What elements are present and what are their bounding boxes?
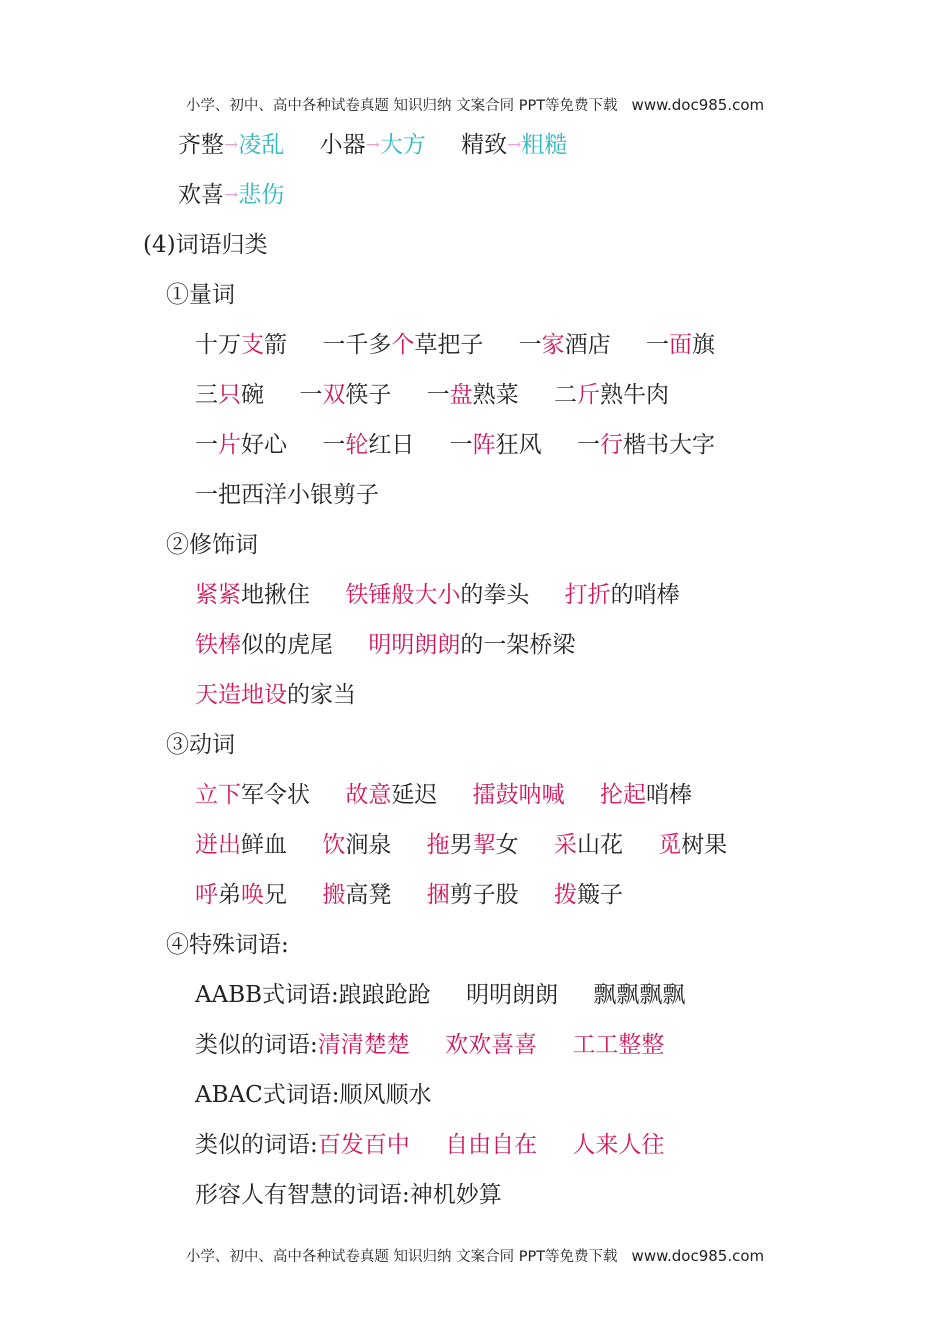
wisdom-row [195, 1180, 502, 1210]
abac-similar-row [195, 1130, 664, 1160]
text-span: 树果 [681, 832, 728, 858]
text-span: 弟 [218, 882, 241, 908]
highlighted-text: 盘 [449, 382, 473, 408]
text-span: 的哨棒 [610, 582, 680, 608]
text-span: 涧泉 [345, 832, 392, 858]
footer-url[interactable]: www.doc985.com [631, 1247, 765, 1265]
highlighted-text: 片 [218, 432, 241, 458]
antonym-word: 齐整 [178, 132, 224, 158]
text-span: ABAC式词语: [195, 1082, 340, 1108]
highlighted-text: 铁锤般大小 [345, 582, 461, 608]
subsection-heading-quantifiers: ①量词 [166, 282, 235, 308]
highlighted-text: 工工整整 [572, 1032, 665, 1058]
text-span: 一 [195, 432, 218, 458]
text-span: 箭 [264, 332, 287, 358]
verb-row-1 [195, 780, 692, 810]
arrow-icon: → [224, 185, 239, 205]
text-span: 明明朗朗 [466, 982, 559, 1008]
quantifier-row-4 [195, 480, 379, 510]
arrow-icon: → [365, 135, 380, 155]
text-span: 似的虎尾 [241, 632, 333, 658]
page-footer [0, 1245, 950, 1266]
highlighted-text: 只 [218, 382, 241, 408]
footer-text: 小学、初中、高中各种试卷真题 知识归纳 文案合同 PPT等免费下载 [185, 1249, 618, 1265]
text-span: 红日 [368, 432, 415, 458]
text-span: 旗 [691, 332, 715, 358]
arrow-icon: → [507, 135, 522, 155]
highlighted-text: 采 [553, 832, 577, 858]
highlighted-text: 搬 [322, 882, 346, 908]
highlighted-text: 清清楚楚 [317, 1032, 410, 1058]
text-span: 高凳 [345, 882, 392, 908]
text-span: 兄 [264, 882, 287, 908]
header-url[interactable]: www.doc985.com [631, 96, 765, 114]
antonym-word: 欢喜 [178, 182, 224, 208]
highlighted-text: 明明朗朗 [368, 632, 461, 658]
text-span: 碗 [241, 382, 264, 408]
text-span: 筷子 [345, 382, 392, 408]
highlighted-text: 支 [241, 332, 264, 358]
text-span: 一千多 [322, 332, 392, 358]
text-span: 一 [426, 382, 450, 408]
text-span: 地揪住 [241, 582, 310, 608]
highlighted-text: 人来人往 [572, 1132, 665, 1158]
modifier-row-3 [195, 680, 356, 710]
text-span: 酒店 [564, 332, 611, 358]
antonym-word: 精致 [461, 132, 508, 158]
text-span: 一 [299, 382, 323, 408]
text-span: 男 [449, 832, 473, 858]
text-span: 神机妙算 [409, 1182, 502, 1208]
highlighted-text: 捆 [426, 882, 450, 908]
highlighted-text: 抡起 [599, 782, 646, 808]
text-span: 一 [645, 332, 669, 358]
page-header [0, 94, 950, 115]
text-span: 类似的词语: [195, 1032, 318, 1058]
section-title: (4)词语归类 [143, 232, 268, 258]
aabb-similar-row [195, 1030, 664, 1060]
highlighted-text: 行 [599, 432, 623, 458]
antonym-answer: 大方 [379, 132, 426, 158]
highlighted-text: 面 [668, 332, 692, 358]
subsection-heading-special: ④特殊词语: [166, 932, 289, 958]
text-span: 剪子股 [449, 882, 519, 908]
highlighted-text: 自由自在 [445, 1132, 538, 1158]
text-span: 一 [518, 332, 542, 358]
highlighted-text: 立下 [195, 782, 241, 808]
highlighted-text: 轮 [345, 432, 369, 458]
highlighted-text: 饮 [322, 832, 346, 858]
arrow-icon: → [224, 135, 239, 155]
quantifier-row-2 [195, 380, 669, 410]
text-span: 的家当 [287, 682, 356, 708]
verb-row-3 [195, 880, 623, 910]
text-span: 簸子 [576, 882, 623, 908]
antonym-word: 小器 [319, 132, 366, 158]
text-span: 飘飘飘飘 [593, 982, 686, 1008]
text-span: 二 [553, 382, 577, 408]
highlighted-text: 觅 [658, 832, 682, 858]
text-span: 三 [195, 382, 218, 408]
modifier-row-1 [195, 580, 680, 610]
text-span: 熟牛肉 [599, 382, 669, 408]
quantifier-row-3 [195, 430, 715, 460]
text-span: 鲜血 [241, 832, 287, 858]
text-span: 一把西洋小银剪子 [195, 482, 379, 508]
text-span: 十万 [195, 332, 241, 358]
antonym-answer: 悲伤 [238, 182, 285, 208]
highlighted-text: 挈 [472, 832, 496, 858]
verb-row-2 [195, 830, 727, 860]
text-span: 狂风 [495, 432, 542, 458]
highlighted-text: 个 [391, 332, 415, 358]
text-span: 哨棒 [645, 782, 692, 808]
highlighted-text: 唤 [241, 882, 264, 908]
antonym-answer: 粗糙 [521, 132, 568, 158]
text-span: 形容人有智慧的词语: [195, 1182, 410, 1208]
highlighted-text: 擂鼓呐喊 [472, 782, 565, 808]
highlighted-text: 紧紧 [195, 582, 241, 608]
highlighted-text: 百发百中 [317, 1132, 410, 1158]
highlighted-text: 故意 [345, 782, 392, 808]
text-span: 山花 [576, 832, 623, 858]
antonym-answer: 凌乱 [238, 132, 285, 158]
highlighted-text: 迸出 [195, 832, 241, 858]
text-span: AABB式词语: [195, 982, 339, 1008]
subsection-heading-verbs: ③动词 [166, 732, 235, 758]
abac-row [195, 1080, 431, 1110]
text-span: 一 [449, 432, 473, 458]
text-span: 军令状 [241, 782, 310, 808]
aabb-row [195, 980, 685, 1010]
header-text: 小学、初中、高中各种试卷真题 知识归纳 文案合同 PPT等免费下载 [185, 98, 618, 114]
highlighted-text: 打折 [564, 582, 611, 608]
subsection-heading-modifiers: ②修饰词 [166, 532, 258, 558]
text-span: 草把子 [414, 332, 484, 358]
text-span: 女 [495, 832, 519, 858]
text-span: 顺风顺水 [339, 1082, 432, 1108]
text-span: 楷书大字 [622, 432, 715, 458]
highlighted-text: 家 [541, 332, 565, 358]
modifier-row-2 [195, 630, 575, 660]
text-span: 的一架桥梁 [460, 632, 576, 658]
quantifier-row-1 [195, 330, 715, 360]
highlighted-text: 双 [322, 382, 346, 408]
highlighted-text: 阵 [472, 432, 496, 458]
text-span: 踉踉跄跄 [338, 982, 431, 1008]
text-span: 延迟 [391, 782, 438, 808]
highlighted-text: 铁棒 [195, 632, 241, 658]
text-span: 的拳头 [460, 582, 530, 608]
antonym-row-2 [178, 180, 284, 210]
highlighted-text: 天造地设 [195, 682, 287, 708]
text-span: 好心 [241, 432, 287, 458]
text-span: 一 [322, 432, 346, 458]
text-span: 一 [576, 432, 600, 458]
highlighted-text: 呼 [195, 882, 218, 908]
antonym-row-1 [178, 130, 567, 160]
highlighted-text: 拨 [553, 882, 577, 908]
highlighted-text: 拖 [426, 832, 450, 858]
highlighted-text: 斤 [576, 382, 600, 408]
highlighted-text: 欢欢喜喜 [445, 1032, 538, 1058]
text-span: 类似的词语: [195, 1132, 318, 1158]
text-span: 熟菜 [472, 382, 519, 408]
